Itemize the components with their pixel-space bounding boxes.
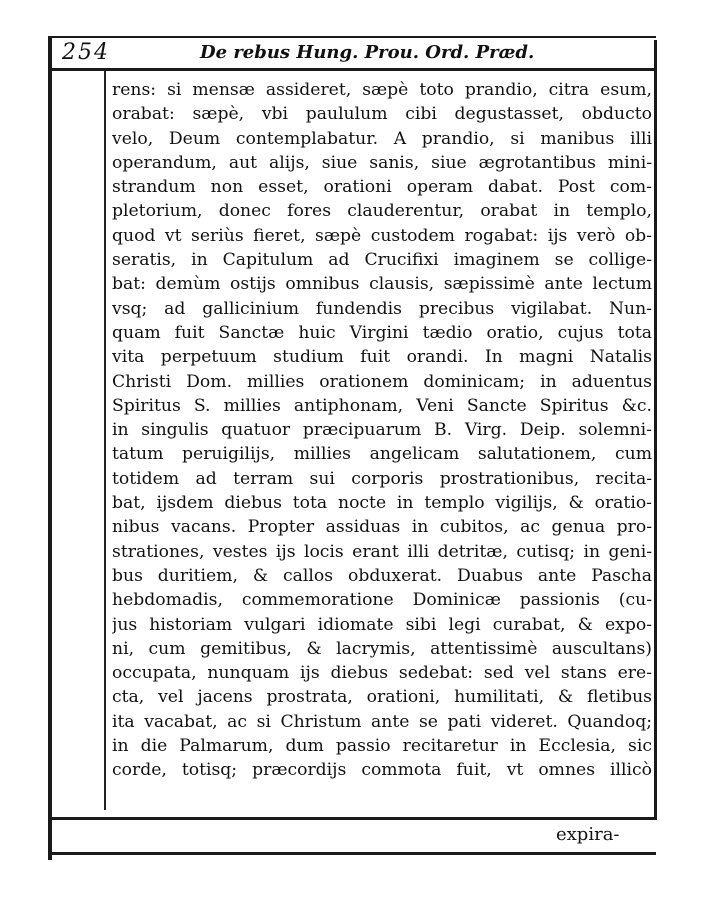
text-line: totidem ad terram sui corporis prostrationibus, recita-	[112, 468, 652, 489]
text-line: Christi Dom. millies orationem dominicam; in aduentus	[112, 371, 652, 392]
text-line: pletorium, donec fores clauderentur, orabat in templo,	[112, 201, 652, 222]
text-line: hebdomadis, commemoratione Dominicæ passionis (cu-	[112, 590, 652, 611]
text-line: strationes, vestes ijs locis erant illi detritæ, cutisq; in geni-	[112, 541, 652, 562]
text-line: corde, totisq; præcordijs commota fuit, vt omnes illicò	[112, 760, 652, 781]
text-line: quam fuit Sanctæ huic Virgini tædio oratio, cujus tota	[112, 322, 652, 343]
body-text	[112, 78, 652, 783]
text-line: seratis, in Capitulum ad Crucifixi imaginem se collige-	[112, 250, 652, 271]
text-line: orabat: sæpè, vbi paululum cibi degustasset, obducto	[112, 104, 652, 125]
footer-rule	[48, 817, 656, 820]
text-line: vita perpetuum studium fuit orandi. In magni Natalis	[112, 347, 652, 368]
text-line: nibus vacans. Propter assiduas in cubitos, ac genua pro-	[112, 517, 652, 538]
text-line: jus historiam vulgari idiomate sibi legi curabat, & expo-	[112, 614, 652, 635]
text-line: ni, cum gemitibus, & lacrymis, attentissimè auscultans)	[112, 638, 652, 659]
text-line: rens: si mensæ assideret, sæpè toto prandio, citra esum,	[112, 80, 652, 100]
text-line: vsq; ad gallicinium fundendis precibus vigilabat. Nun-	[112, 298, 652, 319]
text-line: in die Palmarum, dum passio recitaretur in Ecclesia, sic	[112, 736, 652, 757]
running-head: De rebus Hung. Prou. Ord. Præd.	[200, 42, 535, 63]
text-line: Spiritus S. millies antiphonam, Veni Sancte Spiritus &c.	[112, 395, 652, 416]
text-line: tatum peruigilijs, millies angelicam salutationem, cum	[112, 444, 652, 465]
header-rule	[48, 68, 656, 71]
left-frame-rule	[48, 36, 52, 860]
text-line: cta, vel jacens prostrata, orationi, humilitati, & fletibus	[112, 687, 652, 708]
text-line: ita vacabat, ac si Christum ante se pati videret. Quandoq;	[112, 711, 652, 732]
bottom-rule	[48, 852, 656, 855]
text-line: bat: demùm ostijs omnibus clausis, sæpissimè ante lectum	[112, 274, 652, 295]
inner-margin-rule	[104, 70, 106, 810]
text-line: in singulis quatuor præcipuarum B. Virg. Deip. solemni-	[112, 420, 652, 441]
text-line: operandum, aut alijs, siue sanis, siue ægrotantibus mini-	[112, 152, 652, 173]
text-line: bat, ijsdem diebus tota nocte in templo vigilijs, & oratio-	[112, 493, 652, 514]
text-line: strandum non esset, orationi operam dabat. Post com-	[112, 177, 652, 198]
page-number: 254	[62, 40, 110, 65]
text-line: bus duritiem, & callos obduxerat. Duabus ante Pascha	[112, 565, 652, 586]
text-line: velo, Deum contemplabatur. A prandio, si manibus illi	[112, 128, 652, 149]
top-rule	[48, 36, 656, 38]
right-frame-rule	[654, 40, 657, 820]
text-line: occupata, nunquam ijs diebus sedebat: sed vel stans ere-	[112, 663, 652, 684]
catchword: expira-	[556, 824, 620, 845]
text-line: quod vt seriùs fieret, sæpè custodem rogabat: ijs verò ob-	[112, 225, 652, 246]
